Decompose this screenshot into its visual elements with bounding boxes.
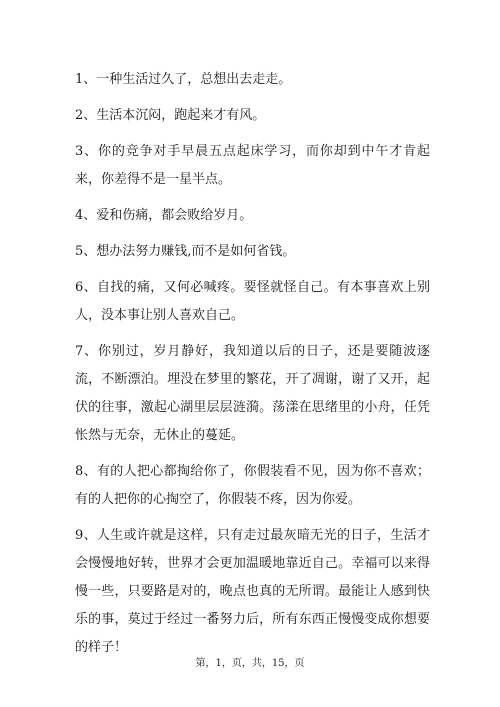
page-number-footer: 第，1，页，共，15，页: [195, 658, 305, 669]
paragraph: 5、想办法努力赚钱,而不是如何省钱。: [75, 244, 296, 259]
paragraph: 6、自找的痛，又何必喊疼。要怪就怪自己。有本事喜欢上别人，没本事让别人喜欢自己。: [75, 280, 430, 323]
paragraph: 7、你别过，岁月静好，我知道以后的日子，还是要随波逐流，不断漂泊。埋没在梦里的繁花，开了凋谢，谢了又开，起伏的往事，激起心湖里层层涟漪。荡漾在思绪里的小舟，任凭怅然与无奈，无休止的蔓延。: [75, 344, 430, 443]
paragraph: 1、一种生活过久了，总想出去走走。: [75, 72, 292, 87]
paragraph-list: [75, 66, 430, 670]
paragraph: 4、爱和伤痛，都会败给岁月。: [75, 208, 253, 223]
paragraph: 9、人生或许就是这样，只有走过最灰暗无光的日子，生活才会慢慢地好转，世界才会更加温暖地靠近自己。幸福可以来得慢一些，只要路是对的，晚点也真的无所谓。最能让人感到快乐的事，莫过于经过一番努力后，所有东西正慢慢变成你想要的样子！: [75, 528, 430, 655]
paragraph: 2、生活本沉闷，跑起来才有风。: [75, 108, 266, 123]
paragraph: 3、你的竞争对手早晨五点起床学习，而你却到中午才肯起来，你差得不是一星半点。: [75, 144, 430, 187]
paragraph: 8、有的人把心都掏给你了，你假装看不见，因为你不喜欢；有的人把你的心掏空了，你假装不疼，因为你爱。: [75, 464, 430, 507]
